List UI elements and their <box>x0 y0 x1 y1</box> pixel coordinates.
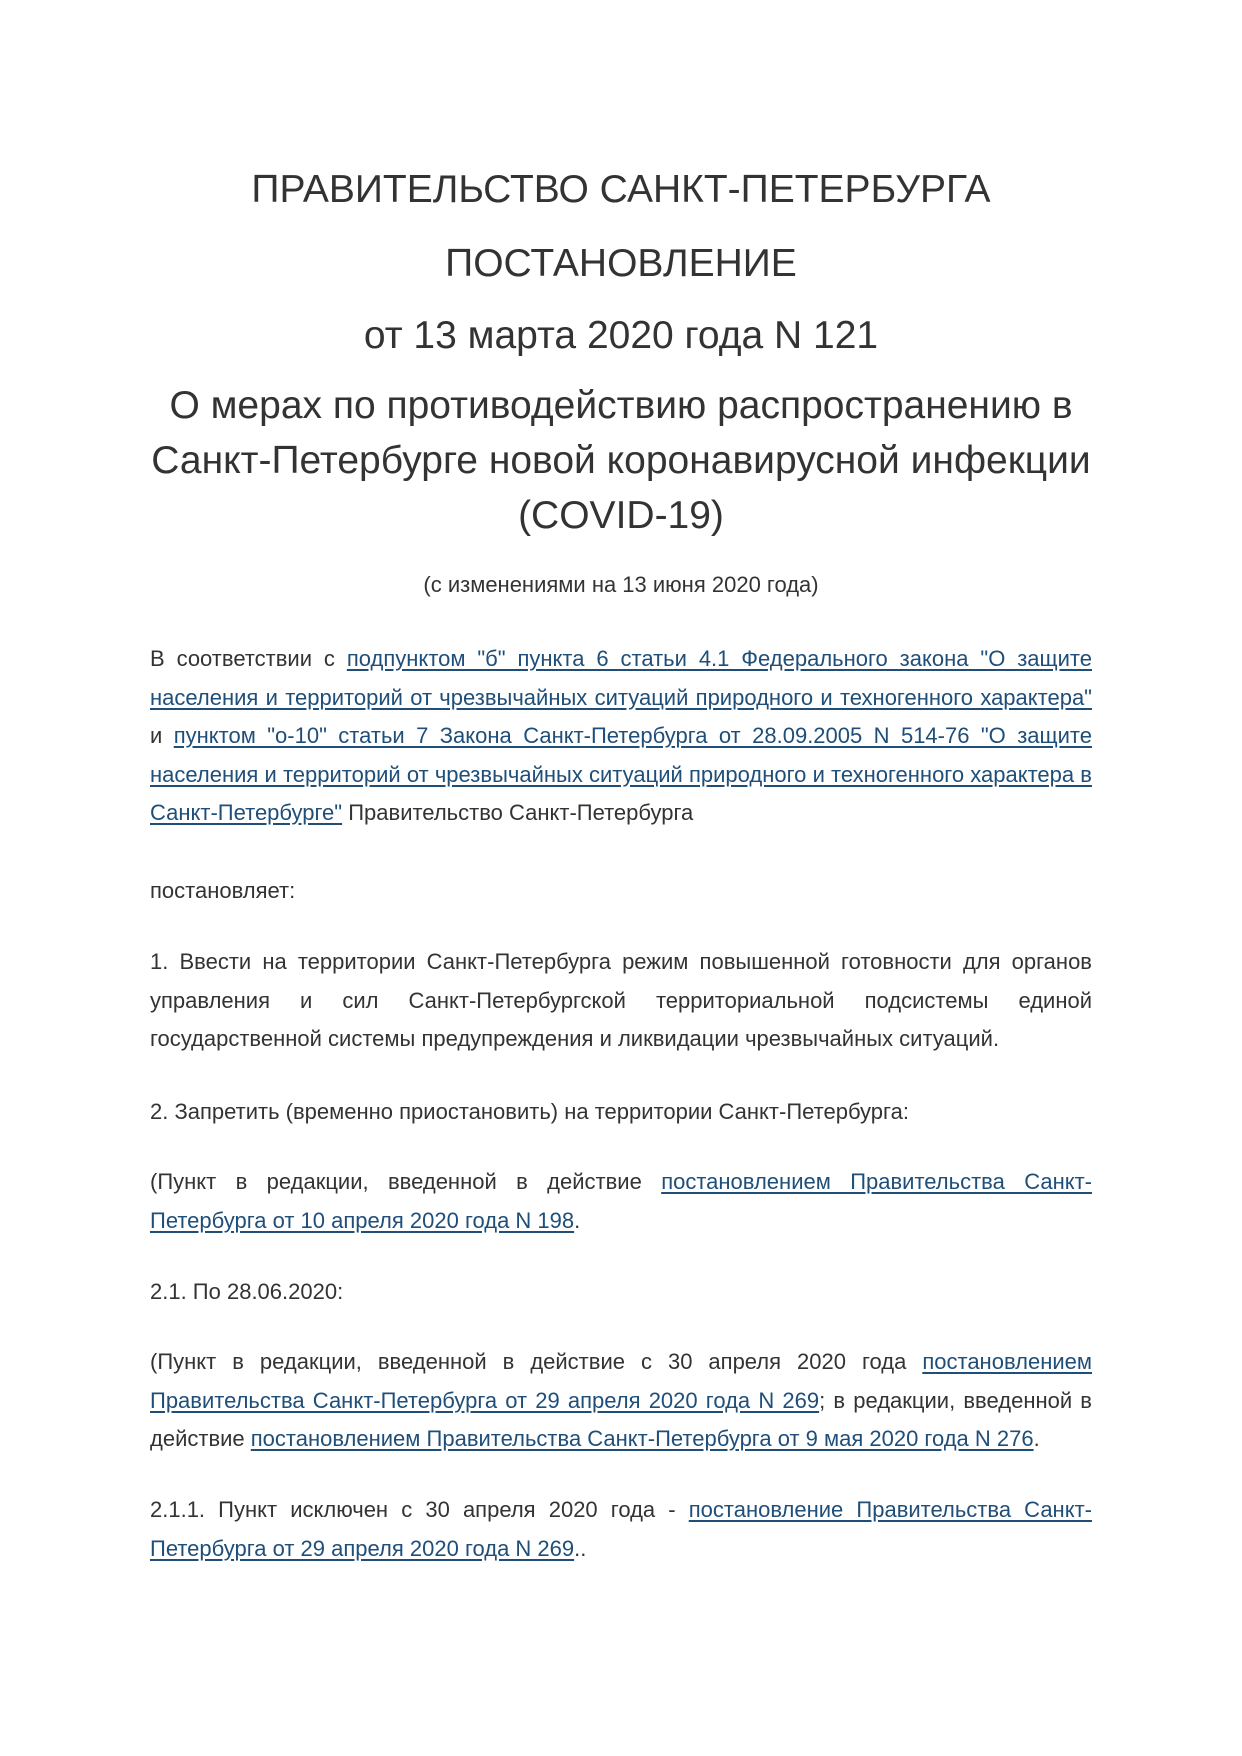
preamble-text-1: В соответствии с <box>150 646 347 671</box>
document-type-heading: ПОСТАНОВЛЕНИЕ <box>445 242 797 285</box>
item-2-1-1-text-1: 2.1.1. Пункт исключен с 30 апреля 2020 года - <box>150 1497 689 1522</box>
item-2-1-paragraph: 2.1. По 28.06.2020: <box>150 1279 344 1304</box>
preamble-paragraph <box>150 640 1092 833</box>
item-2-note <box>150 1163 1092 1240</box>
item-2-1-note-text-3: . <box>1033 1426 1040 1451</box>
document-title: О мерах по противодействию распространению в Санкт-Петербурге новой коронавирусной инфекции (COVID-19) <box>151 384 1091 537</box>
organization-heading: ПРАВИТЕЛЬСТВО САНКТ-ПЕТЕРБУРГА <box>251 168 991 211</box>
resolution-269-link[interactable]: постановлением Правительства Санкт-Петербурга от 29 апреля 2020 года N 269 <box>150 1349 1092 1413</box>
item-2-note-text-1: (Пункт в редакции, введенной в действие <box>150 1169 662 1194</box>
resolution-198-link[interactable]: постановлением Правительства Санкт-Петербурга от 10 апреля 2020 года N 198 <box>150 1169 1092 1233</box>
item-2-1-note <box>150 1343 1092 1459</box>
decree-word: постановляет: <box>150 878 296 903</box>
amendment-note: (с изменениями на 13 июня 2020 года) <box>423 572 819 597</box>
date-number-heading: от 13 марта 2020 года N 121 <box>363 314 879 357</box>
preamble-text-2: и <box>150 723 174 748</box>
item-2-1-1-text-2: .. <box>574 1535 587 1561</box>
item-2-1-note-text-2: ; в редакции, введенной в действие <box>150 1387 1092 1451</box>
resolution-269-link-2[interactable]: постановление Правительства Санкт-Петербурга от 29 апреля 2020 года N 269 <box>150 1497 1092 1561</box>
resolution-276-link[interactable]: постановлением Правительства Санкт-Петербурга от 9 мая 2020 года N 276 <box>250 1426 1034 1451</box>
item-2-note-text-2: . <box>574 1207 581 1233</box>
federal-law-link[interactable]: подпунктом "б" пункта 6 статьи 4.1 Федерального закона "О защите населения и территорий от чрезвычайных ситуаций природного и техногенного характера" <box>150 646 1093 710</box>
item-2-1-note-text-1: (Пункт в редакции, введенной в действие с 30 апреля 2020 года <box>150 1349 923 1374</box>
item-2-paragraph: 2. Запретить (временно приостановить) на территории Санкт-Петербурга: <box>150 1099 909 1124</box>
spb-law-link[interactable]: пунктом "о-10" статьи 7 Закона Санкт-Петербурга от 28.09.2005 N 514-76 "О защите населения и территорий от чрезвычайных ситуаций природного и техногенного характера в Санкт-Петербурге" <box>150 723 1092 825</box>
item-2-1-1-paragraph <box>150 1491 1092 1568</box>
item-1-paragraph: 1. Ввести на территории Санкт-Петербурга режим повышенной готовности для органов управления и сил Санкт-Петербургской территориальной подсистемы единой государственной системы предупреждения и ликвидации чрезвычайных ситуаций. <box>150 949 1092 1051</box>
preamble-text-3: Правительство Санкт-Петербурга <box>342 800 694 825</box>
